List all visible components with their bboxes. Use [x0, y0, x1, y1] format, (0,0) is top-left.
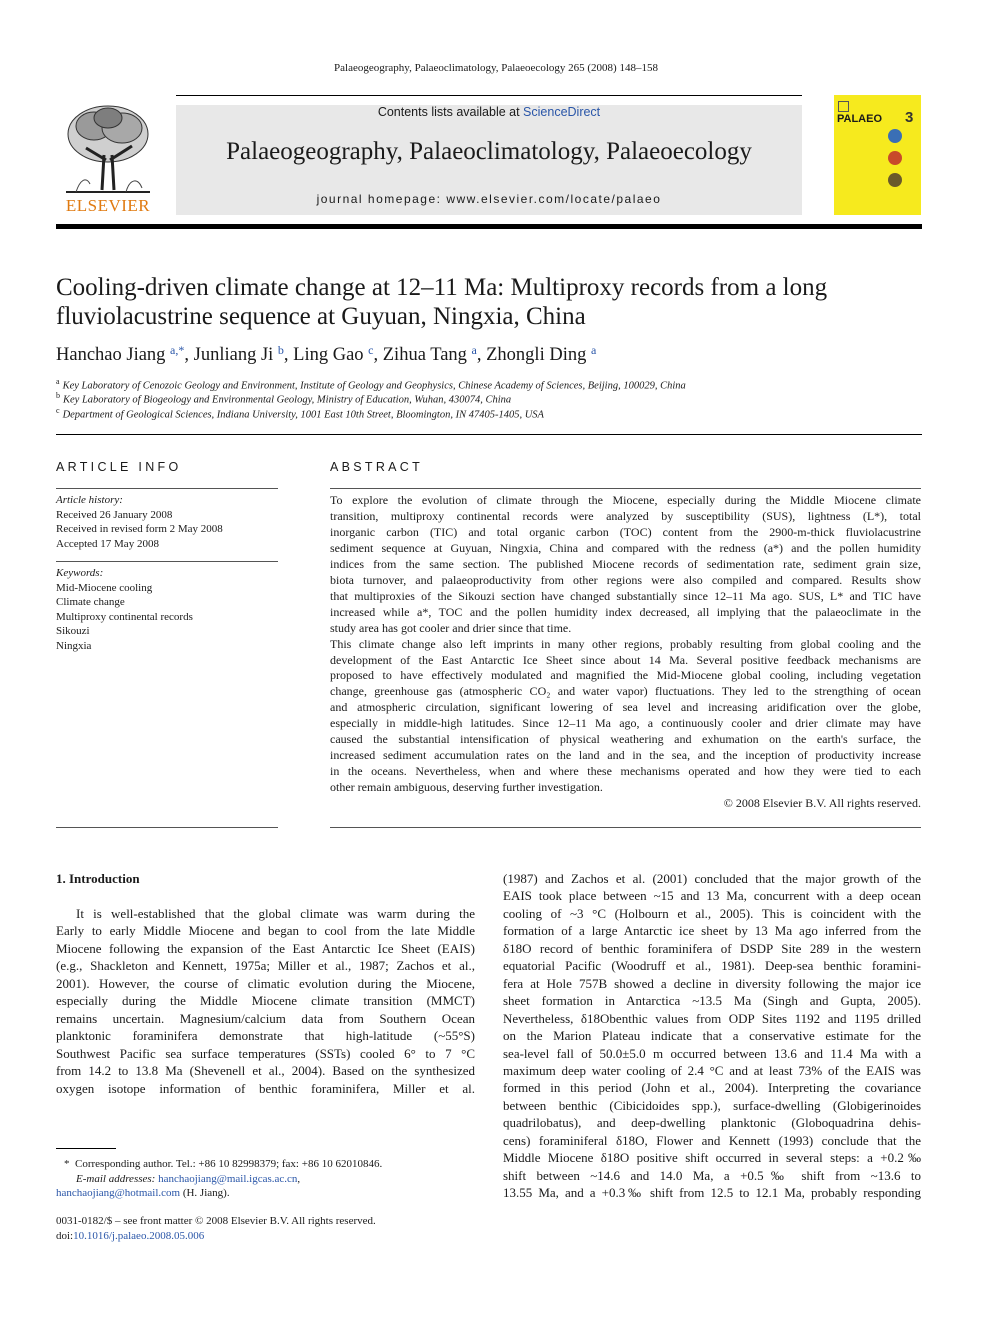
email-owner: (H. Jiang). [182, 1187, 230, 1199]
cover-title: PALAEO [837, 113, 883, 125]
abstract-text [330, 493, 921, 812]
abstract-line: change, greenhouse gas (atmospheric CO₂ and water vapor) fluctuations. They led to the strengthing of ocean [330, 684, 921, 699]
body-line: Early to early Middle Miocene and began to cool from the late Middle [56, 923, 475, 939]
doi-link[interactable]: 10.1016/j.palaeo.2008.05.006 [73, 1229, 205, 1242]
keyword: Mid-Miocene cooling [56, 581, 153, 594]
body-line: sheet formation in Antarctica ~13.5 Ma (Singh and Gupta, 2005). [503, 993, 921, 1009]
abstract-line: biota turnover, and palaeoproductivity from other regions were also compiled and compared. Results show [330, 572, 921, 587]
abstract-line: that multiproxies of the Sikouzi section have changed substantially since 12–11 Ma ago. SUS, L* and TIC have [330, 588, 921, 603]
body-line: 2001). However, the course of climatic evolution during the Miocene, [56, 975, 475, 991]
front-matter-line: 0031-0182/$ – see front matter © 2008 Elsevier B.V. All rights reserved. [56, 1215, 376, 1227]
affiliation-key: b [56, 391, 60, 400]
contents-prefix: Contents lists available at [377, 105, 524, 119]
keywords-label: Keywords: [56, 567, 104, 579]
keywords [56, 566, 278, 653]
body-line: planktonic foraminifera demonstrate that high-latitude (~55°S) [56, 1028, 475, 1044]
abstract-line: inorganic carbon (TIC) and total organic carbon (TOC) content from the 2900-m-thick fluviolacustrine [330, 524, 921, 539]
doi-prefix: doi: [56, 1229, 74, 1242]
abstract-line: especially in middle-high latitudes. Since 12–11 Ma ago, a continuously cooler and drier climate may have [330, 716, 921, 731]
abstract-line: proposed to have effectively modulated and magnified the Mid-Miocene global cooling, including vegetation [330, 668, 921, 683]
body-line: oxygen isotope information of benthic foraminifera, Miller et al. [56, 1080, 475, 1096]
body-line: Miocene following the expansion of the East Antarctic Ice Sheet (EAIS) [56, 940, 475, 956]
abstract-rule [330, 488, 921, 489]
journal-cover [834, 95, 921, 215]
email-label: E-mail addresses: [76, 1172, 156, 1185]
abstract-line: increased while a*, TOC and the pollen humidity index decreased, all implying that the palaeoclimate in the [330, 604, 921, 619]
copyright: © 2008 Elsevier B.V. All rights reserved. [723, 796, 921, 811]
section-heading: 1. Introduction [56, 871, 140, 886]
body-column-left [56, 905, 475, 1097]
body-line: especially during the Middle Miocene climate transition (MMCT) [56, 993, 475, 1009]
article-history [56, 493, 278, 551]
body-line: EAIS took place between ~15 and 13 Ma, concurrent with a deep ocean [503, 888, 921, 904]
keyword: Climate change [56, 596, 125, 608]
issn-block [56, 1214, 376, 1243]
article-title [56, 273, 916, 331]
journal-reference: Palaeogeography, Palaeoclimatology, Palaeoecology 265 (2008) 148–158 [334, 62, 658, 74]
body-line: quadrilobatus), and deep-dwelling planktonic (Globoquadrina dehis- [503, 1115, 921, 1131]
author-affiliation-marker[interactable]: a,* [170, 343, 185, 357]
body-line: cens) foraminiferal δ18O, Flower and Kennett (1993) conclude that the [503, 1132, 921, 1148]
keyword: Sikouzi [56, 625, 90, 637]
body-line: fera at Hole 757B showed a decline in diversity following the major ice [503, 975, 921, 991]
abstract-line: increased sediment accumulation rates on the land and in the sea, and the inception of productivity increase [330, 748, 921, 763]
author-affiliation-marker[interactable]: a [590, 343, 597, 357]
author-affiliation-marker[interactable]: b [277, 343, 284, 357]
body-line: from 14.2 to 13.8 Ma (Shevenell et al., 2004). Based on the synthesized [56, 1063, 475, 1079]
affiliation [56, 377, 686, 392]
abstract-line: and atmospheric circulation, significant lowering of sea level and increasing aridification over the globe, [330, 700, 921, 715]
affiliation [56, 391, 511, 406]
body-line: cooling of ~3 °C (Holbourn et al., 2005). This is coincident with the [503, 905, 921, 921]
abstract-heading: ABSTRACT [330, 460, 424, 474]
body-line: formation of a large Antarctic ice sheet by 13 Ma ago inferred from the [503, 923, 921, 939]
history-item: Received 26 January 2008 [56, 508, 173, 521]
body-line: Middle Miocene δ18O positive shift occurred in several steps: a +0.2‰ [503, 1150, 921, 1166]
section-divider [56, 434, 922, 435]
title-line: Cooling-driven climate change at 12–11 Ma: Multiproxy records from a long [56, 274, 828, 301]
body-column-right [503, 870, 921, 1202]
header-top-rule [176, 95, 802, 96]
cover-globe-icon [888, 129, 902, 143]
cover-badge-icon [838, 101, 849, 112]
journal-title: Palaeogeography, Palaeoclimatology, Palaeoecology [226, 138, 752, 165]
sciencedirect-link[interactable]: ScienceDirect [523, 105, 601, 119]
cover-globe-icon [888, 151, 902, 165]
footnote-marker: * [64, 1158, 70, 1170]
affiliation-text: Department of Geological Sciences, Indiana University, 1001 East 10th Street, Bloomington, IN 47405-1405, USA [62, 409, 544, 421]
abstract-line: other remain ambiguous, deserving further investigation. [330, 780, 603, 795]
body-line: (1987) and Zachos et al. (2001) concluded that the major growth of the [503, 871, 921, 886]
body-line: 13.55 Ma, and a +0.3‰ shift from 12.5 to 12.1 Ma, probably responding [503, 1185, 921, 1201]
abstract-line: in the oceans. Nevertheless, when and where these mechanisms operated and how they were tied to each [330, 764, 921, 779]
info-rule [56, 488, 278, 489]
body-line: shift between ~14.6 and 14.0 Ma, a +0.5‰ shift from ~13.6 to [503, 1167, 921, 1183]
body-line: δ18O record of benthic foraminifera of DSDP Site 289 in the western [503, 940, 921, 956]
header-thick-rule [56, 224, 922, 229]
history-item: Received in revised form 2 May 2008 [56, 523, 223, 535]
abstract-line: To explore the evolution of climate through the Miocene, especially during the Middle Miocene climate [330, 493, 921, 507]
affiliation-key: c [56, 406, 60, 415]
elsevier-wordmark: ELSEVIER [65, 196, 151, 215]
body-line: remains uncertain. Magnesium/calcium data from Southern Ocean [56, 1010, 475, 1026]
contents-line [176, 105, 802, 119]
title-line: fluviolacustrine sequence at Guyuan, Ningxia, China [56, 303, 586, 330]
abstract-line: caused the substantial intensification of physical weathering and exhumation on the earth's surface, the [330, 732, 921, 747]
history-item: Accepted 17 May 2008 [56, 537, 159, 550]
body-line: (e.g., Shackleton and Kennett, 1975a; Miller et al., 1987; Zachos et al., [56, 958, 475, 974]
abstract-line: sediment sequence at Guyuan, Ningxia, China and compared with the redness (a*) and the pollen humidity [330, 540, 921, 555]
article-info-heading: ARTICLE INFO [56, 460, 182, 474]
affiliation-text: Key Laboratory of Cenozoic Geology and Environment, Institute of Geology and Geophysics, Chinese Academy of Sciences, Beijing, 100029, China [62, 380, 686, 392]
body-line: sea-level fall of 50.0±5.0 m occurred between 13.6 and 11.4 Ma with a [503, 1045, 921, 1061]
body-line: Nevertheless, δ18Obenthic values from ODP Sites 1192 and 1195 drilled [503, 1010, 921, 1026]
history-label: Article history: [56, 494, 123, 506]
keyword: Multiproxy continental records [56, 610, 193, 623]
body-line: maximum deep water cooling of 2.4 °C and at least 73% of the EAIS was [503, 1062, 921, 1078]
journal-homepage[interactable]: journal homepage: www.elsevier.com/locate/palaeo [316, 192, 662, 206]
affiliation-text: Key Laboratory of Biogeology and Environmental Geology, Ministry of Education, Wuhan, 430074, China [63, 394, 512, 406]
body-line: equatorial Pacific (Woodruff et al., 1981). Deep-sea benthic foramini- [503, 958, 921, 974]
author-name: Junliang Ji [193, 345, 274, 365]
info-rule [56, 561, 278, 562]
abstract-line: indices from the same section. The published Miocene records of sedimentation rate, sediment grain size, [330, 556, 921, 571]
body-line: between benthic (Cibicidoides spp.), surface-dwelling (Globigerinoides [503, 1097, 921, 1113]
info-rule [56, 827, 278, 828]
affiliation-key: a [56, 377, 60, 386]
author-name: Zihua Tang [382, 345, 467, 365]
abstract-line: development of the East Antarctic Ice Sheet since about 14 Ma. Several positive feedback mechanisms are [330, 652, 921, 667]
abstract-rule [330, 827, 921, 828]
abstract-line: This climate change also left imprints in many other regions, probably resulting from global cooling and the [330, 636, 921, 651]
author-name: Zhongli Ding [486, 345, 587, 365]
author-affiliation-marker[interactable]: a [471, 343, 477, 357]
author-name: Ling Gao [293, 345, 364, 365]
email-link[interactable]: hanchaojiang@mail.igcas.ac.cn [158, 1172, 298, 1185]
body-line: formed in this period (John et al., 2004). Interpreting the covariance [503, 1080, 921, 1096]
corresponding-author: Corresponding author. Tel.: +86 10 82998379; fax: +86 10 62010846. [75, 1158, 383, 1170]
footnote-rule [56, 1148, 116, 1149]
abstract-line: transition, multiproxy continental records were analyzed by susceptibility (SUS), lightness (L*), total [330, 508, 921, 523]
affiliation [56, 406, 544, 421]
body-line: It is well-established that the global climate was warm during the [76, 906, 475, 921]
body-line: Southwest Pacific sea surface temperatures (SSTs) cooled 6° to 7 °C [56, 1045, 475, 1061]
author-name: Hanchao Jiang [56, 345, 166, 365]
abstract-line: study area has got cooler and drier since that time. [330, 620, 572, 635]
cover-globe-icon [888, 173, 902, 187]
footnote: * Corresponding author. Tel.: +86 10 82998379; fax: +86 10 62010846. E-mail addresses: hanchaojiang@mail.igcas.ac.cn, hanchaojiang@hotmail.com (H. Jiang). [56, 1158, 383, 1199]
keyword: Ningxia [56, 639, 92, 652]
email-link[interactable]: hanchaojiang@hotmail.com [56, 1187, 181, 1199]
author-affiliation-marker[interactable]: c [368, 343, 374, 357]
cover-number: 3 [905, 109, 914, 126]
body-line: on the Marion Plateau indicate that a conservative estimate for the [503, 1028, 921, 1044]
author-list: Hanchao Jiang $^{a,*}$, Junliang Ji $^b$, Ling Gao $^c$, Zihua Tang $^a$, Zhongli Ding $^a$ [56, 343, 597, 365]
